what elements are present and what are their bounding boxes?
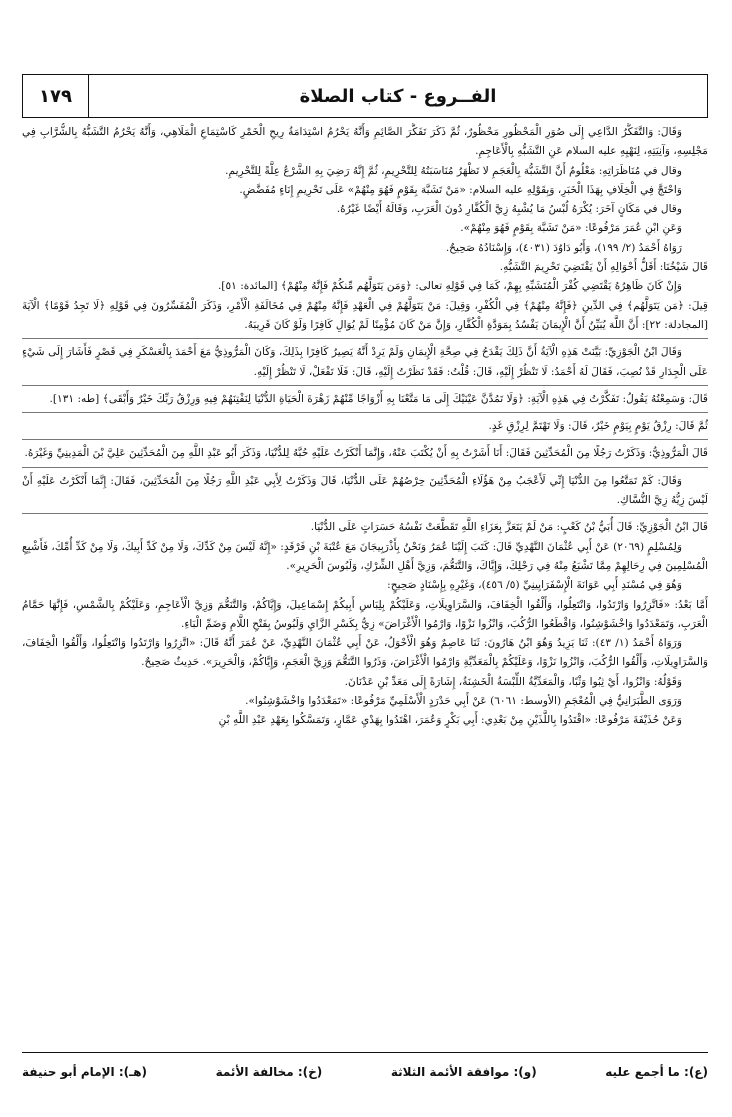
section-divider <box>22 467 708 468</box>
body-paragraph: قَالَ شَيْخُنَا: أَقَلُّ أَحْوَالِهِ أَنْ يَقْتَضِيَ تَحْرِيمَ التَّشَبُّهِ. <box>499 261 708 274</box>
body-paragraph: قَالَ: وَسَمِعْتُهُ يَقُولُ: تَفَكَّرْتُ فِي هَذِهِ الْآيَةِ: ﴿وَلَا تَمُدَّنَّ عَيْنَيْكَ إِلَى مَا مَتَّعْنَا بِهِ أَزْوَاجًا مِّنْهُمْ زَهْرَةَ الْحَيَاةِ الدُّنْيَا لِنَفْتِنَهُمْ فِيهِ وَرِزْقُ رَبِّكَ خَيْرٌ وَأَبْقَى﴾ [طه: ١٣١]. <box>49 392 708 405</box>
legend-ijma: (ع): ما أجمع عليه <box>605 1065 708 1079</box>
body-paragraph: رَوَاهُ أَحْمَدُ (٢/ ١٩٩)، وَأَبُو دَاوُدَ (٤٠٣١)، وَإِسْنَادُهُ صَحِيحٌ. <box>445 241 682 254</box>
section-divider <box>22 338 708 339</box>
footer-divider <box>22 1052 708 1053</box>
footnote-paragraph: وَقَوْلُهُ: وَانْزُوا، أَيْ ثِبُوا وَثْبًا، وَالْمَعَدِّيَّةُ اللِّبْسَةُ الْخَشِنَةُ، إِشَارَةً إِلَى مَعَدِّ بْنِ عَدْنَانَ. <box>344 675 682 688</box>
page-header <box>22 74 708 118</box>
body-paragraph: وَقَالَ ابْنُ الْجَوْزِيِّ: بَيَّنَتْ هَذِهِ الْآيَةُ أَنَّ ذَلِكَ يَقْدَحُ فِي صِحَّةِ الْإِيمَانِ وَلَمْ يَرِدْ أَنَّهُ يَصِيرُ كَافِرًا بِذَلِكَ، وَكَانَ الْمَرُّوذِيُّ مَعَ أَحْمَدَ بِالْعَسْكَرِ فِي قَصْرٍ فَأَشَارَ إِلَى شَيْءٍ عَلَى الْجِدَارِ قَدْ نُصِبَ، فَقَالَ لَهُ أَحْمَدُ: لَا تَنْظُرْ إِلَيْهِ، قَالَ: قُلْتُ: فَقَدْ نَظَرْتُ إِلَيْهِ، قَالَ: فَلَا تَفْعَلْ، لَا تَنْظُرْ إِلَيْهِ. <box>22 346 708 378</box>
page-body <box>22 123 708 1043</box>
footnote-paragraph: أَمَّا بَعْدُ: «فَاتَّزِرُوا وَارْتَدُوا، وَانْتَعِلُوا، وَأَلْقُوا الْخِفَافَ، وَالسَّرَاوِيلَاتِ، وَعَلَيْكُمْ بِلِبَاسِ أَبِيكُمْ إِسْمَاعِيلَ، وَإِيَّاكُمْ، وَالتَّنَعُّمَ وَزِيَّ الْأَعَاجِمِ، وَعَلَيْكُمْ بِالشَّمْسِ، فَإِنَّهَا حَمَّامُ الْعَرَبِ، وَتَمَعْدَدُوا وَاخْشَوْشِنُوا، وَاقْطَعُوا الرُّكُبَ، وَانْزُوا نَزْوًا، وَارْمُوا الْأَغْرَاضَ» زِيُّ بِكَسْرِ الزَّايِ وَلَبُوسُ بِفَتْحِ اللَّامِ وَضَمِّ الْبَاءِ. <box>22 598 708 630</box>
footnote-paragraph: وَعَنْ حُذَيْفَةَ مَرْفُوعًا: «اقْتَدُوا بِاللَّذَيْنِ مِنْ بَعْدِي: أَبِي بَكْرٍ وَعُمَرَ، اهْتَدُوا بِهَدْيِ عَمَّارٍ، وَتَمَسَّكُوا بِعَهْدِ عَبْدِ اللَّهِ بْنِ <box>218 714 682 727</box>
body-paragraph: وَإِنْ كَانَ ظَاهِرُهُ يَقْتَضِي كُفْرَ الْمُتَشَبِّهِ بِهِمْ، كَمَا فِي قَوْلِهِ تعالى: ﴿وَمَن يَتَوَلَّهُم مِّنكُمْ فَإِنَّهُ مِنْهُمْ﴾ [المائدة: ٥١]. <box>217 280 682 293</box>
footnote-paragraph: وَلِمُسْلِمٍ (٢٠٦٩) عَنْ أَبِي عُثْمَانَ النَّهْدِيِّ قَالَ: كَتَبَ إِلَيْنَا عُمَرُ وَنَحْنُ بِأَذْرَبِيجَانَ مَعَ عُتْبَةَ بْنِ فَرْقَدٍ: «إِنَّهُ لَيْسَ مِنْ كَدِّكَ، وَلَا مِنْ كَدِّ أَبِيكَ، وَلَا مِنْ كَدِّ أُمِّكَ، فَأَشْبِعِ الْمُسْلِمِينَ فِي رِحَالِهِمْ مِمَّا تَشْبَعُ مِنْهُ فِي رَحْلِكَ، وَإِيَّاكَ، وَالتَّنَعُّمَ، وَزِيَّ أَهْلِ الشِّرْكِ، وَلَبُوسَ الْحَرِيرِ». <box>22 540 708 572</box>
abbreviation-legend <box>22 1060 708 1084</box>
footnote-paragraph: وَهُوَ فِي مُسْنَدِ أَبِي عَوَانَةَ الْإِسْفَرَايِينِيِّ (٥/ ٤٥٦)، وَغَيْرِهِ بِإِسْنَادٍ صَحِيحٍ: <box>387 579 682 592</box>
running-title: الفــروع - كتاب الصلاة <box>299 85 497 107</box>
body-paragraph: وَقَالَ: كَمْ تَمَتَّعُوا مِنَ الدُّنْيَا إِنِّي لَأَعْجَبُ مِنْ هَؤُلَاءِ الْمُحَدِّثِينَ حِرْصُهُمْ عَلَى الدُّنْيَا، قَالَ وَذَكَرْتُ لِأَبِي عَبْدِ اللَّهِ رَجُلًا مِنَ الْمُحَدِّثِينَ، فَقَالَ: إِنَّمَا أَنْكَرْتُ عَلَيْهِ أَنْ لَيْسَ زِيُّهُ زِيَّ النُّسَّاكِ. <box>22 474 708 507</box>
section-divider <box>22 385 708 386</box>
body-paragraph: وَقَالَ: وَالتَّفَكُّرُ الدَّاعِي إِلَى صُوَرِ الْمَحْظُورِ مَحْظُورٌ، ثُمَّ ذَكَرَ تَفَكُّرَ الصَّائِمِ وَأَنَّهُ يَحْرُمُ اسْتِدَامَةُ رِيحِ الْخَمْرِ كَاسْتِمَاعِ الْمَلَاهِي، وَأَنَّهُ يَحْرُمُ التَّشَبُّهُ بِالشُّرَّابِ فِي مَجْلِسِهِ، وَآنِيَتِهِ، لِنَهْيِهِ عليه السلام عَنِ التَّشَبُّهِ بِالْأَعَاجِمِ. <box>22 126 708 158</box>
section-divider <box>22 412 708 413</box>
body-paragraph: وقال في مُنَاظَرَاتِهِ: مَعْلُومٌ أَنَّ التَّشَبُّهَ بِالْعَجَمِ لا تَظْهَرُ مُنَاسَبَتُهُ لِلتَّحْرِيمِ، ثُمَّ إِنَّهُ رَضِيَ بِهِ الشَّرْعُ عِلَّةً لِلتَّحْرِيمِ. <box>225 164 682 177</box>
legend-agreement: (و): موافقة الأئمة الثلاثة <box>390 1065 537 1079</box>
section-divider <box>22 513 708 514</box>
body-paragraph: قِيلَ: ﴿مَن يَتَوَلَّهُم﴾ فِي الدِّينِ ﴿فَإِنَّهُ مِنْهُمْ﴾ فِي الْكُفْرِ، وَقِيلَ: مَنْ يَتَوَلَّهُمْ فِي الْعَهْدِ فَإِنَّهُ مِنْهُمْ فِي مُخَالَفَةِ الْأَمْرِ، وَذَكَرَ الْمُفَسِّرُونَ فِي قَوْلِهِ ﴿لَا تَجِدُ قَوْمًا﴾ الْآيَةَ [المجادلة: ٢٢]: أَنَّ اللَّهَ يُبَيِّنُ أَنَّ الْإِيمَانَ يَفْسُدُ بِمَوَدَّةِ الْكُفَّارِ، وَإِنَّ مَنْ كَانَ مُؤْمِنًا لَمْ يُوَالِ كَافِرًا وَلَوْ كَانَ قَرِيبَهُ. <box>22 299 708 331</box>
page-number: ١٧٩ <box>23 75 89 117</box>
body-paragraph: قَالَ الْمَرُّوذِيُّ: وَذَكَرْتُ رَجُلًا مِنَ الْمُحَدِّثِينَ فَقَالَ: أَنَا أَشَرْتُ بِهِ أَنْ يُكْتَبَ عَنْهُ، وَإِنَّمَا أَنْكَرْتُ عَلَيْهِ حُبَّهُ لِلدُّنْيَا، وَذَكَرَ أَبُو عَبْدِ اللَّهِ مِنَ الْمُحَدِّثِينَ عَلِيَّ بْنَ الْمَدِينِيِّ وَغَيْرَهُ. <box>24 447 708 460</box>
body-paragraph: قَالَ ابْنُ الْجَوْزِيِّ: قَالَ أُبَيُّ بْنُ كَعْبٍ: مَنْ لَمْ يَتَعَزَّ بِعَزَاءِ اللَّهِ تَقَطَّعَتْ نَفْسُهُ حَسَرَاتٍ عَلَى الدُّنْيَا. <box>310 521 708 534</box>
legend-disagreement: (خ): مخالفة الأئمة <box>215 1065 323 1079</box>
body-paragraph: وَعَنِ ابْنِ عُمَرَ مَرْفُوعًا: «مَنْ تَشَبَّهَ بِقَوْمٍ فَهُوَ مِنْهُمْ». <box>460 222 682 235</box>
footnote-paragraph: وَرَوَى الطَّبَرَانِيُّ فِي الْمُعْجَمِ (الأوسط: ٦٠٦١) عَنْ أَبِي حَدْرَدٍ الْأَسْلَمِيِّ مَرْفُوعًا: «تَمَعْدَدُوا وَاخْشَوْشِنُوا». <box>245 695 682 708</box>
body-paragraph: ثُمَّ قَالَ: رِزْقُ يَوْمٍ بِيَوْمٍ خَيْرٌ، قَالَ: وَلَا تَهْتَمَّ لِرِزْقِ غَدٍ. <box>488 420 708 433</box>
section-divider <box>22 439 708 440</box>
footnote-paragraph: وَرَوَاهُ أَحْمَدُ (١/ ٤٣): ثَنَا يَزِيدُ وَهُوَ ابْنُ هَارُونَ: ثَنَا عَاصِمٌ وَهُوَ الْأَحْوَلُ، عَنْ أَبِي عُثْمَانَ النَّهْدِيِّ، عَنْ عُمَرَ أَنَّهُ قَالَ: «اتَّزِرُوا وَارْتَدُوا وَانْتَعِلُوا، وَأَلْقُوا الْخِفَافَ، وَالسَّرَاوِيلَاتِ، وَأَلْقُوا الرُّكُبَ، وَانْزُوا نَزْوًا، وَعَلَيْكُمْ بِالْمَعَدِّيَّةِ وَارْمُوا الْأَغْرَاضَ، وَذَرُوا التَّنَعُّمَ وَزِيَّ الْعَجَمِ، وَإِيَّاكُمْ، وَالْحَرِيرَ». حَدِيثٌ صَحِيحٌ. <box>22 637 708 669</box>
body-paragraph: وقال في مَكَانٍ آخَرَ: يُكْرَهُ لُبْسُ مَا يُشْبِهُ زِيَّ الْكُفَّارِ دُونَ الْعَرَبِ، وَقَالَهُ أَيْضًا غَيْرُهُ. <box>336 203 682 216</box>
legend-abu-hanifa: (هـ): الإمام أبو حنيفة <box>22 1065 148 1079</box>
body-paragraph: وَاحْتَجَّ فِي الْخِلَافِ بِهَذَا الْخَبَرِ، وَبِقَوْلِهِ عليه السلام: «مَنْ تَشَبَّهَ بِقَوْمٍ فَهُوَ مِنْهُمْ» عَلَى تَحْرِيمِ إِنَاءٍ مُفَضَّضٍ. <box>239 183 682 196</box>
